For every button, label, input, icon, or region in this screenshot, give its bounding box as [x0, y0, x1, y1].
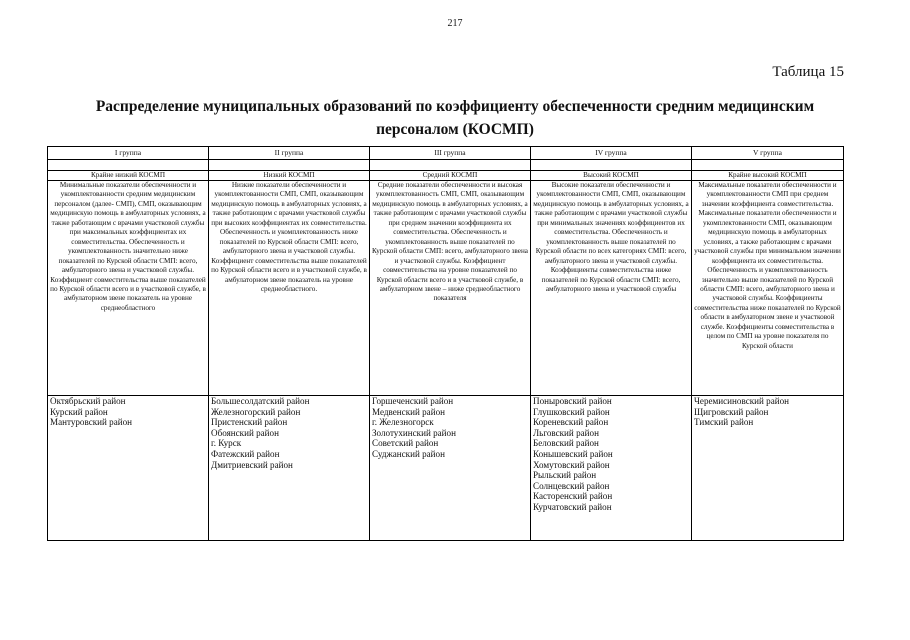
district-list	[692, 396, 844, 541]
district-item: г. Железногорск	[372, 417, 434, 428]
district-item: Черемисиновский район	[694, 396, 790, 406]
district-list	[370, 396, 531, 541]
spacer-cell	[531, 160, 692, 171]
group-description: Средние показатели обеспеченности и высокая укомплектованность СМП, СМП, оказывающим медицинскую помощь в амбулаторных условиях, а также работающим с врачами участковой службы при среднем значении коэффициента их совместительства. Обеспеченность и укомплектованность выше показателей по Курской области СМП: всего, амбулаторного звена и участковой службы. Коэффициент совместительства на уровне показателей по Курской области всего и в участковой службе, в амбулаторном звене – ниже среднеобластного показателя	[370, 181, 531, 396]
district-item: г. Курск	[211, 438, 242, 449]
distribution-table	[47, 146, 844, 541]
category-label: Крайне низкий КОСМП	[48, 171, 209, 181]
description-row	[48, 181, 844, 396]
district-item: Курский район	[50, 406, 108, 417]
district-item: Щигровский район	[694, 406, 769, 417]
spacer-cell	[692, 160, 844, 171]
district-item: Железногорский район	[211, 406, 301, 417]
district-list	[209, 396, 370, 541]
spacer-row	[48, 160, 844, 171]
district-item: Конышевский район	[533, 448, 613, 459]
district-item: Золотухинский район	[372, 427, 456, 438]
district-item: Суджанский район	[372, 448, 445, 459]
group-header: V группа	[692, 147, 844, 160]
district-item: Льговский район	[533, 427, 599, 438]
district-item: Поныровский район	[533, 396, 612, 406]
spacer-cell	[370, 160, 531, 171]
district-item: Солнцевский район	[533, 480, 610, 491]
title-line-1: Распределение муниципальных образований по коэффициенту обеспеченности средним медицинским	[95, 98, 815, 115]
district-item: Пристенский район	[211, 417, 288, 428]
group-header: IV группа	[531, 147, 692, 160]
group-description: Минимальные показатели обеспеченности и укомплектованности средним медицинским персоналом (далее- СМП), СМП, оказывающим медицинскую помощь в амбулаторных условиях, а также работающим с врачами участковой службы при максимальных коэффициентах их совместительства. Обеспеченность и укомплектованность значительно ниже показателей по Курской области СМП: всего, амбулаторного звена и участковой службы. Коэффициент совместительства выше показателей по Курской области всего и в участковой службе, в амбулаторном звене показатель на уровне среднеобластного	[48, 181, 209, 396]
district-item: Курчатовский район	[533, 501, 612, 512]
group-description: Максимальные показатели обеспеченности и укомплектованности СМП при среднем значении коэффициента совместительства. Максимальные показатели обеспеченности и укомплектованности СМП, оказывающим медицинскую помощь в амбулаторных условиях, а также работающим с врачами участковой службы при минимальном значении коэффициента их совместительства. Обеспеченность и укомплектованность значительно выше показателей по Курской области СМП: всего, амбулаторного звена и участковой службы. Коэффициенты совместительства ниже показателей по Курской области в амбулаторном звене и участковой службе. Коэффициенты совместительства в целом по СМП на уровне показателя по Курской области	[692, 181, 844, 396]
group-description: Низкие показатели обеспеченности и укомплектованности СМП, СМП, оказывающим медицинскую помощь в амбулаторных условиях, а также работающим с врачами участковой службы при высоких коэффициентах их совместительства. Обеспеченность и укомплектованность ниже показателей по Курской области СМП: всего, амбулаторного звена и участковой службы. Коэффициент совместительства выше показателей по Курской области всего и в участковой службе, в амбулаторном звене показатель на уровне среднеобластного.	[209, 181, 370, 396]
spacer-cell	[48, 160, 209, 171]
district-item: Глушковский район	[533, 406, 610, 417]
group-header-row	[48, 147, 844, 160]
page-number: 217	[447, 18, 463, 29]
category-label: Крайне высокий КОСМП	[692, 171, 844, 181]
district-item: Касторенский район	[533, 491, 613, 502]
district-item: Горшеченский район	[372, 396, 454, 406]
group-description: Высокие показатели обеспеченности и укомплектованности СМП, СМП, оказывающим медицинскую помощь в амбулаторных условиях, а также работающим с врачами участковой службы при минимальных значениях коэффициентов их совместительства. Обеспеченность и укомплектованность выше показателей по Курской области по всех категориях СМП: всего, амбулаторного звена и участковой службы. Коэффициенты совместительства ниже показателей по Курской области СМП: всего, амбулаторного звена и участковой службы	[531, 181, 692, 396]
district-list	[48, 396, 209, 541]
group-header: III группа	[370, 147, 531, 160]
category-row	[48, 171, 844, 181]
category-label: Средний КОСМП	[370, 171, 531, 181]
table-label: Таблица 15	[772, 64, 844, 80]
district-item: Тимский район	[694, 417, 754, 428]
district-item: Кореневский район	[533, 417, 609, 428]
district-item: Обоянский район	[211, 427, 279, 438]
district-item: Мантуровский район	[50, 417, 133, 428]
document-title	[90, 95, 820, 141]
district-item: Фатежский район	[211, 448, 280, 459]
district-item: Большесолдатский район	[211, 396, 310, 406]
spacer-cell	[209, 160, 370, 171]
district-list	[531, 396, 692, 541]
title-line-2: персоналом (КОСМП)	[376, 121, 534, 138]
districts-row	[48, 396, 844, 541]
district-item: Хомутовский район	[533, 459, 610, 470]
district-item: Советский район	[372, 438, 439, 449]
district-item: Дмитриевский район	[211, 459, 293, 470]
category-label: Низкий КОСМП	[209, 171, 370, 181]
group-header: II группа	[209, 147, 370, 160]
category-label: Высокий КОСМП	[531, 171, 692, 181]
group-header: I группа	[48, 147, 209, 160]
district-item: Рыльский район	[533, 470, 597, 481]
district-item: Октябрьский район	[50, 396, 126, 406]
district-item: Медвенский район	[372, 406, 445, 417]
district-item: Беловский район	[533, 438, 599, 449]
